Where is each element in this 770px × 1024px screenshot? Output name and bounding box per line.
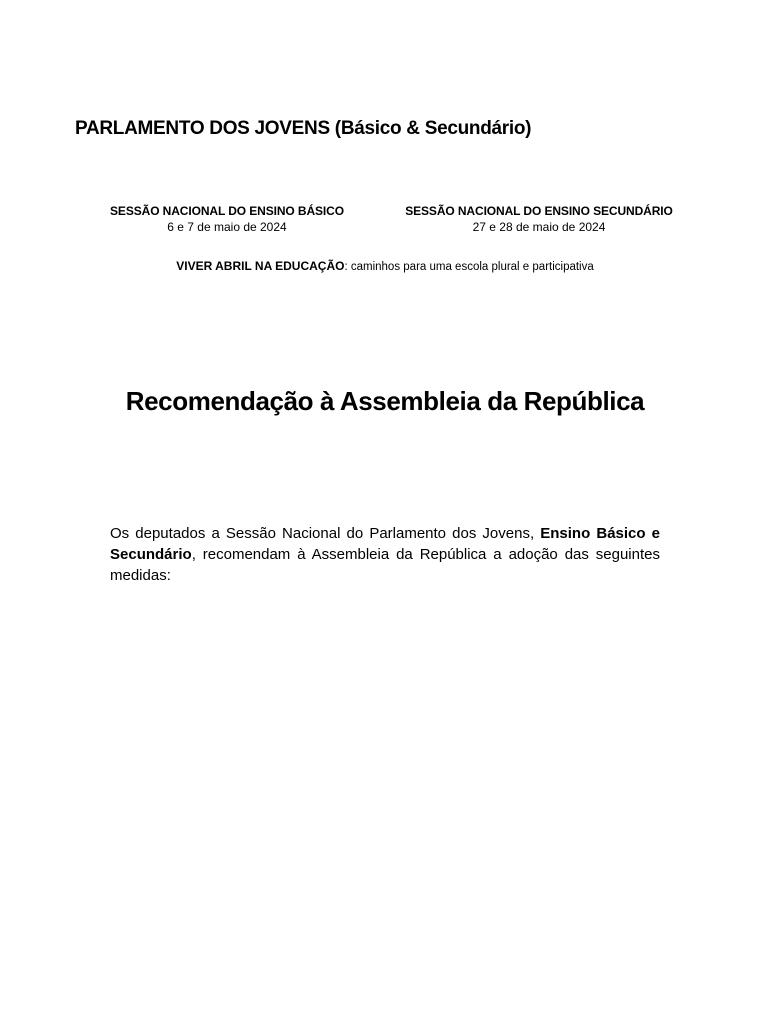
- session-secondary: [389, 203, 689, 236]
- intro-text-start: Os deputados a Sessão Nacional do Parlamento dos Jovens,: [110, 525, 541, 542]
- page-header-title: PARLAMENTO DOS JOVENS (Básico & Secundário): [75, 118, 532, 139]
- session-secondary-dates: 27 e 28 de maio de 2024: [472, 220, 606, 234]
- session-basic: [97, 203, 357, 236]
- document-title: Recomendação à Assembleia da República: [125, 386, 645, 416]
- session-basic-name: SESSÃO NACIONAL DO ENSINO BÁSICO: [110, 204, 344, 218]
- intro-text-end: , recomendam à Assembleia da República a adoção das seguintes medidas:: [110, 546, 660, 584]
- intro-paragraph: [110, 523, 660, 586]
- theme-label: VIVER ABRIL NA EDUCAÇÃO: [176, 259, 345, 273]
- theme-subtitle: : caminhos para uma escola plural e participativa: [344, 261, 594, 273]
- session-secondary-name: SESSÃO NACIONAL DO ENSINO SECUNDÁRIO: [405, 204, 673, 218]
- intro-text-bold: Ensino Básico e Secundário: [110, 525, 661, 563]
- session-basic-dates: 6 e 7 de maio de 2024: [167, 220, 287, 234]
- session-theme: [0, 258, 770, 275]
